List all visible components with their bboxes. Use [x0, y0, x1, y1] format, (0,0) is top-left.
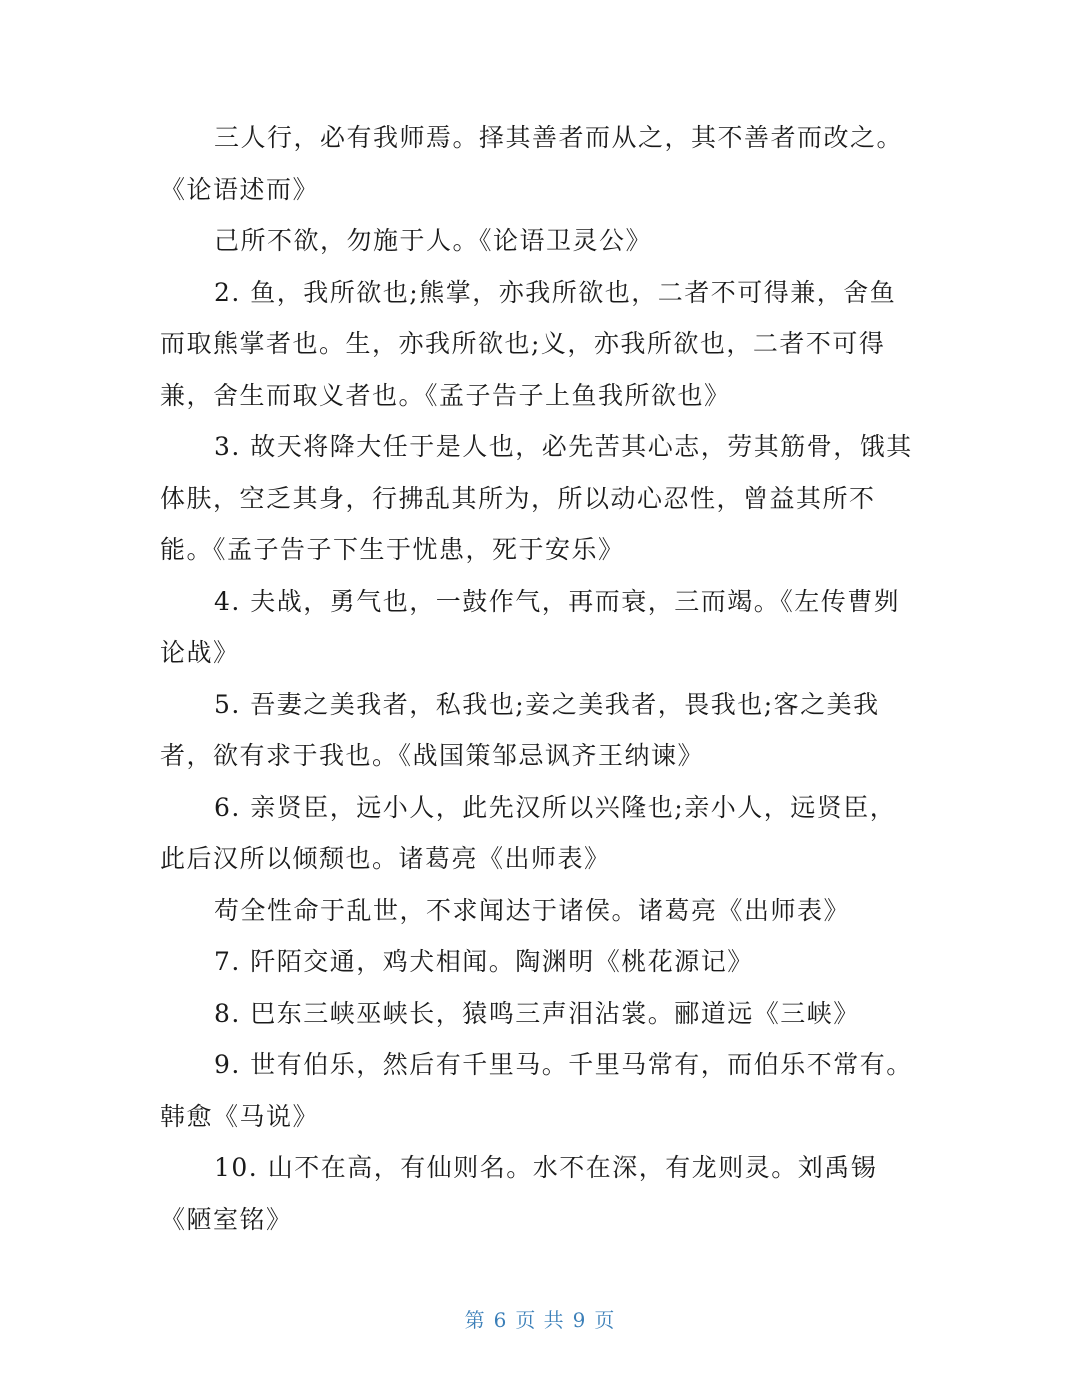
paragraph: 三人行，必有我师焉。择其善者而从之，其不善者而改之。《论语述而》	[160, 123, 904, 204]
paragraph: 5. 吾妻之美我者，私我也;妾之美我者，畏我也;客之美我者，欲有求于我也。《战国策邹忌讽齐王纳谏》	[160, 689, 880, 770]
footer-suffix: 页	[594, 1308, 616, 1332]
footer-prefix: 第	[464, 1308, 486, 1332]
page-footer	[0, 1304, 1080, 1333]
paragraph: 10. 山不在高，有仙则名。水不在深，有龙则灵。刘禹锡《陋室铭》	[160, 1153, 878, 1234]
paragraph: 2. 鱼，我所欲也;熊掌，亦我所欲也，二者不可得兼，舍鱼而取熊掌者也。生，亦我所欲也;义，亦我所欲也，二者不可得兼，舍生而取义者也。《孟子告子上鱼我所欲也》	[160, 277, 897, 410]
footer-middle: 页 共	[515, 1308, 565, 1332]
paragraph: 6. 亲贤臣，远小人，此先汉所以兴隆也;亲小人，远贤臣，此后汉所以倾颓也。诸葛亮《出师表》	[160, 792, 897, 873]
document-body	[160, 112, 920, 1245]
paragraph: 3. 故天将降大任于是人也，必先苦其心志，劳其筋骨，饿其体肤，空乏其身，行拂乱其所为，所以动心忍性，曾益其所不能。《孟子告子下生于忧患，死于安乐》	[160, 432, 913, 564]
paragraph: 苟全性命于乱世，不求闻达于诸侯。诸葛亮《出师表》	[214, 895, 851, 925]
paragraph: 己所不欲，勿施于人。《论语卫灵公》	[214, 226, 653, 255]
paragraph: 4. 夫战，勇气也，一鼓作气，再而衰，三而竭。《左传曹刿论战》	[160, 586, 901, 667]
paragraph: 7. 阡陌交通，鸡犬相闻。陶渊明《桃花源记》	[214, 947, 754, 976]
current-page-number: 6	[493, 1308, 508, 1332]
total-page-number: 9	[572, 1308, 587, 1332]
paragraph: 9. 世有伯乐，然后有千里马。千里马常有，而伯乐不常有。韩愈《马说》	[160, 1050, 913, 1131]
paragraph: 8. 巴东三峡巫峡长，猿鸣三声泪沾裳。郦道远《三峡》	[214, 998, 860, 1028]
